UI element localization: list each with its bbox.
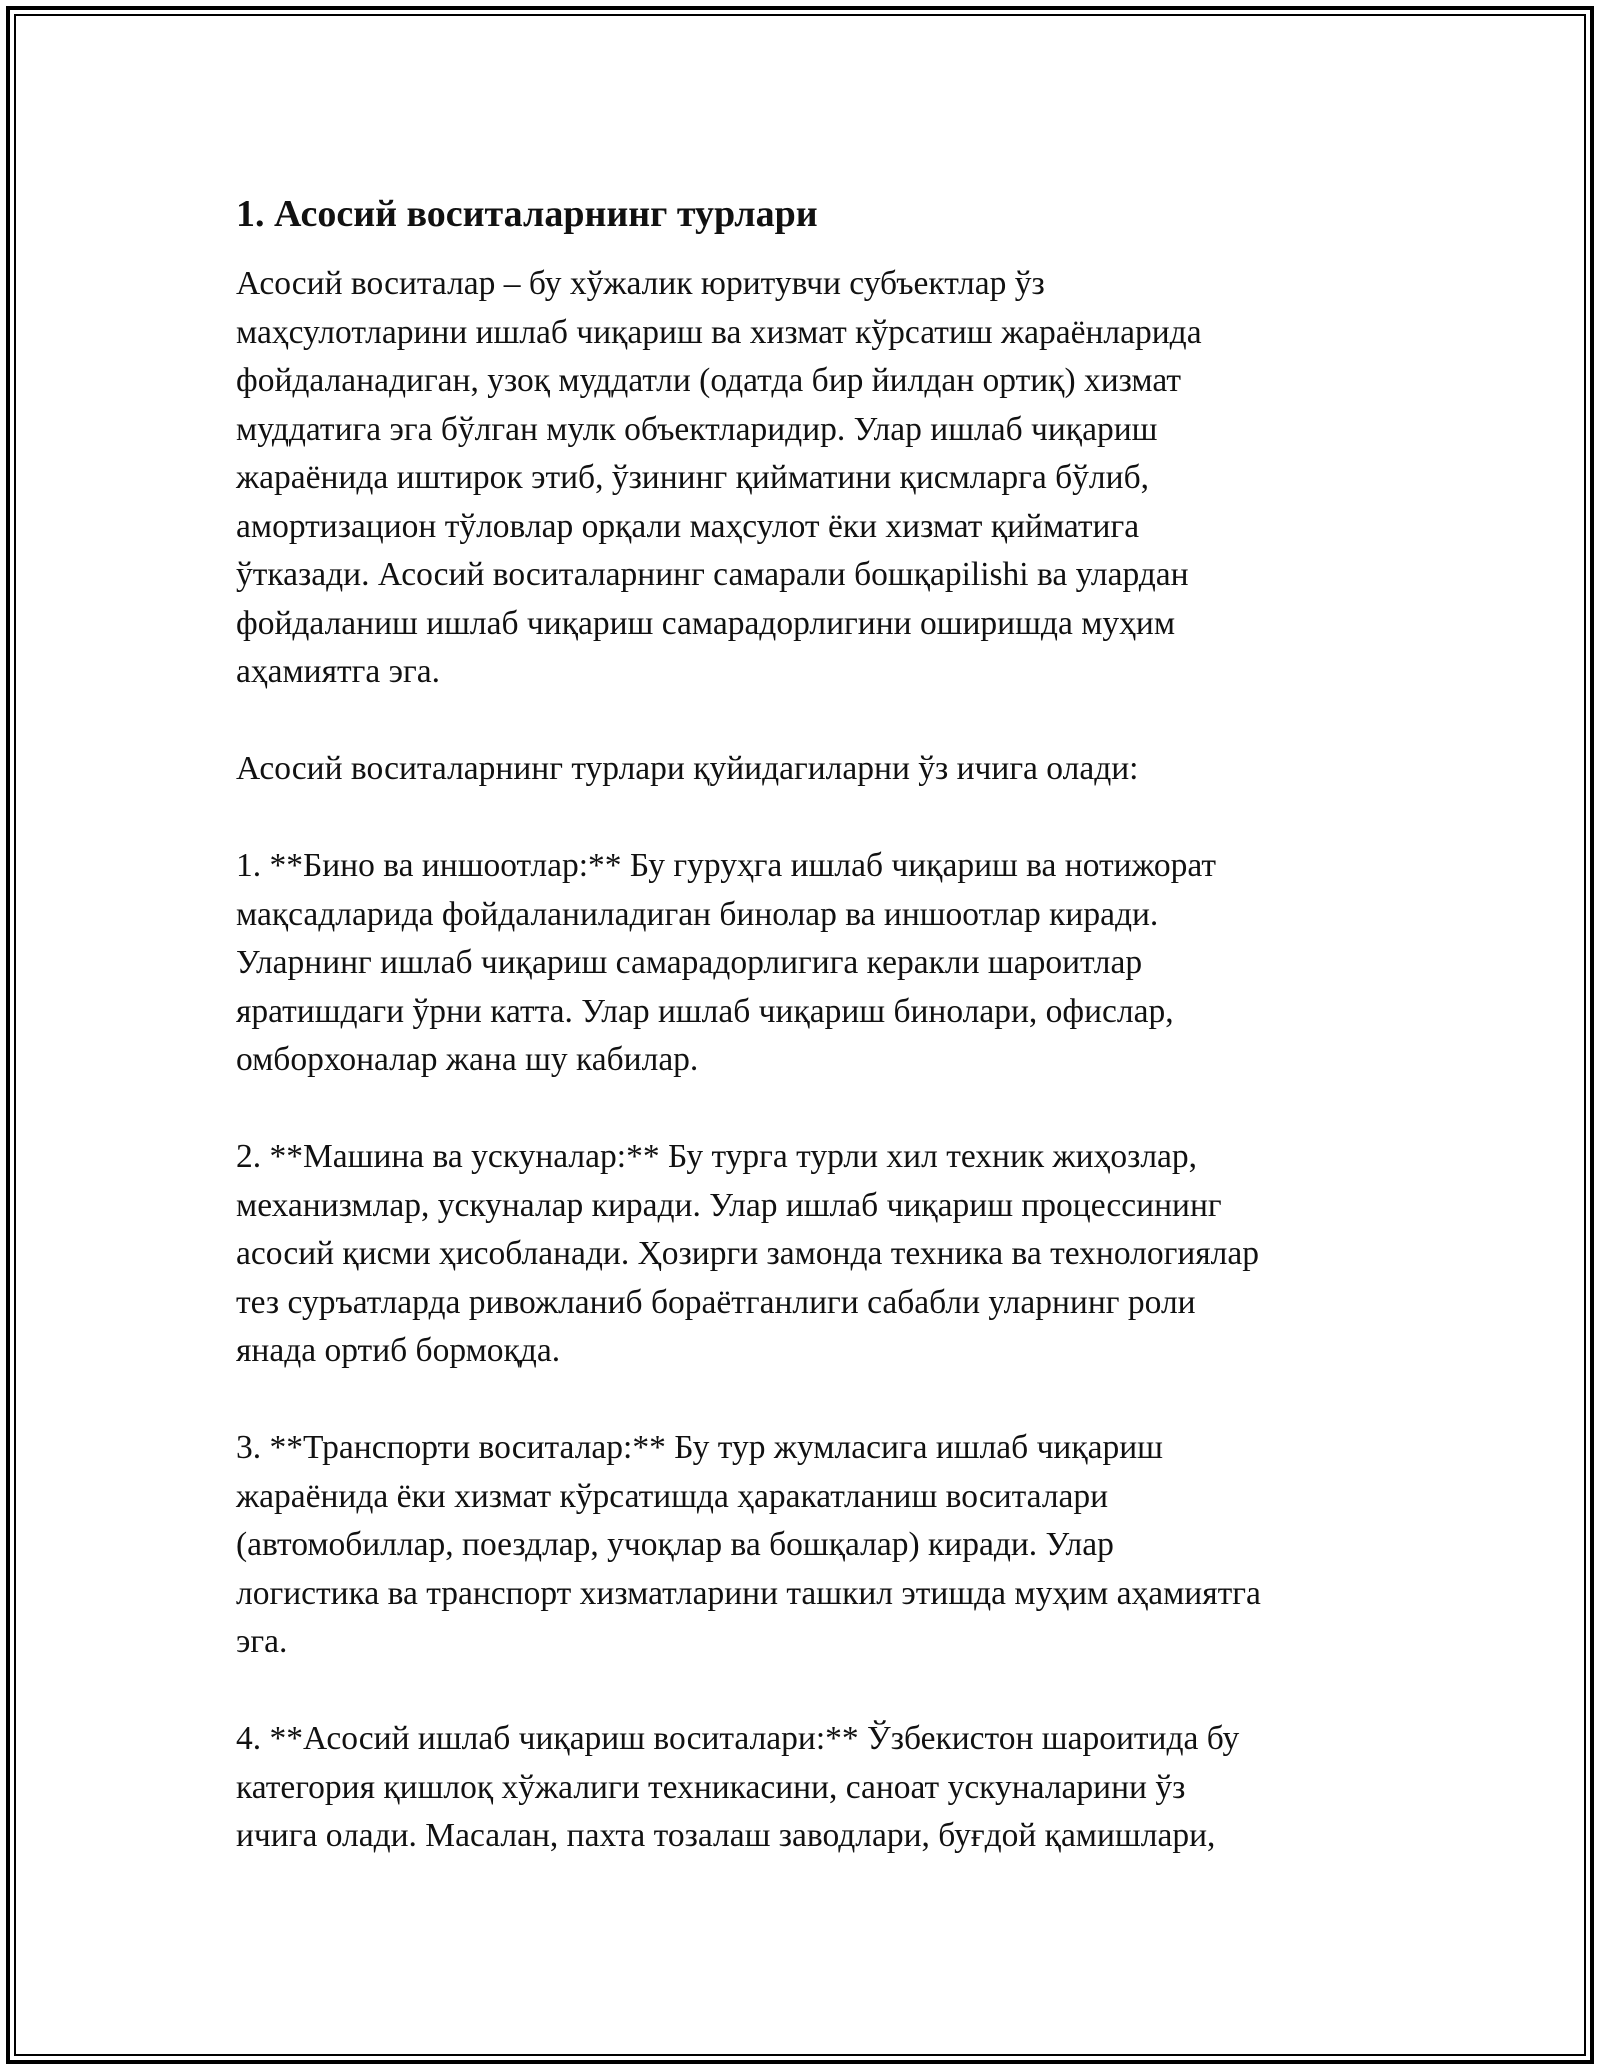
list-item-buildings: 1. **Бино ва иншоотлар:** Бу гуруҳга ишлаб чиқариш ва нотижорат мақсадларида фойдаланиладиган бинолар ва иншоотлар киради. Уларнинг ишлаб чиқариш самарадорлигига керакли шароитлар яратишдаги ўрни катта. Улар ишлаб чиқариш бинолари, офислар, омборхоналар жана шу кабилар. — [236, 847, 1217, 1078]
list-item-transport: 3. **Транспорти воситалар:** Бу тур жумласига ишлаб чиқариш жараёнида ёки хизмат кўрсатишда ҳаракатланиш воситалари (автомобиллар, поездлар, учоқлар ва бошқалар) киради. Улар логистика ва транспорт хизматларини ташкил этишда муҳим аҳамиятга эга. — [236, 1429, 1261, 1660]
list-item-machinery: 2. **Машина ва ускуналар:** Бу турга турли хил техник жиҳозлар, механизмлар, ускуналар киради. Улар ишлаб чиқариш процессининг асосий қисми ҳисобланади. Ҳозирги замонда техника ва технологиялар тез суръатларда ривожланиб бораётганлиги сабабли уларнинг роли янада ортиб бормоқда. — [236, 1138, 1260, 1369]
document-body — [236, 190, 1376, 1909]
section-heading: 1. Асосий воситаларнинг турлари — [236, 193, 818, 235]
list-item-production-means: 4. **Асосий ишлаб чиқариш воситалари:** Ўзбекистон шароитида бу категория қишлоқ хўжалиги техникасини, саноат ускуналарини ўз ичига олади. Масалан, пахта тозалаш заводлари, буғдой қамишлари, — [236, 1720, 1240, 1854]
paragraph-definition: Асосий воситалар – бу хўжалик юритувчи субъектлар ўз маҳсулотларини ишлаб чиқариш ва хизмат кўрсатиш жараёнларида фойдаланадиган, узоқ муддатли (одатда бир йилдан ортиқ) хизмат муддатига эга бўлган мулк объектларидир. Улар ишлаб чиқариш жараёнида иштирок этиб, ўзининг қийматини қисмларга бўлиб, амортизацион тўловлар орқали маҳсулот ёки хизмат қийматига ўтказади. Асосий воситаларнинг самарали бошқарilishi ва улардан фойдаланиш ишлаб чиқариш самарадорлигини оширишда муҳим аҳамиятга эга. — [236, 265, 1202, 690]
paragraph-intro-list: Асосий воситаларнинг турлари қуйидагиларни ўз ичига олади: — [236, 750, 1139, 787]
